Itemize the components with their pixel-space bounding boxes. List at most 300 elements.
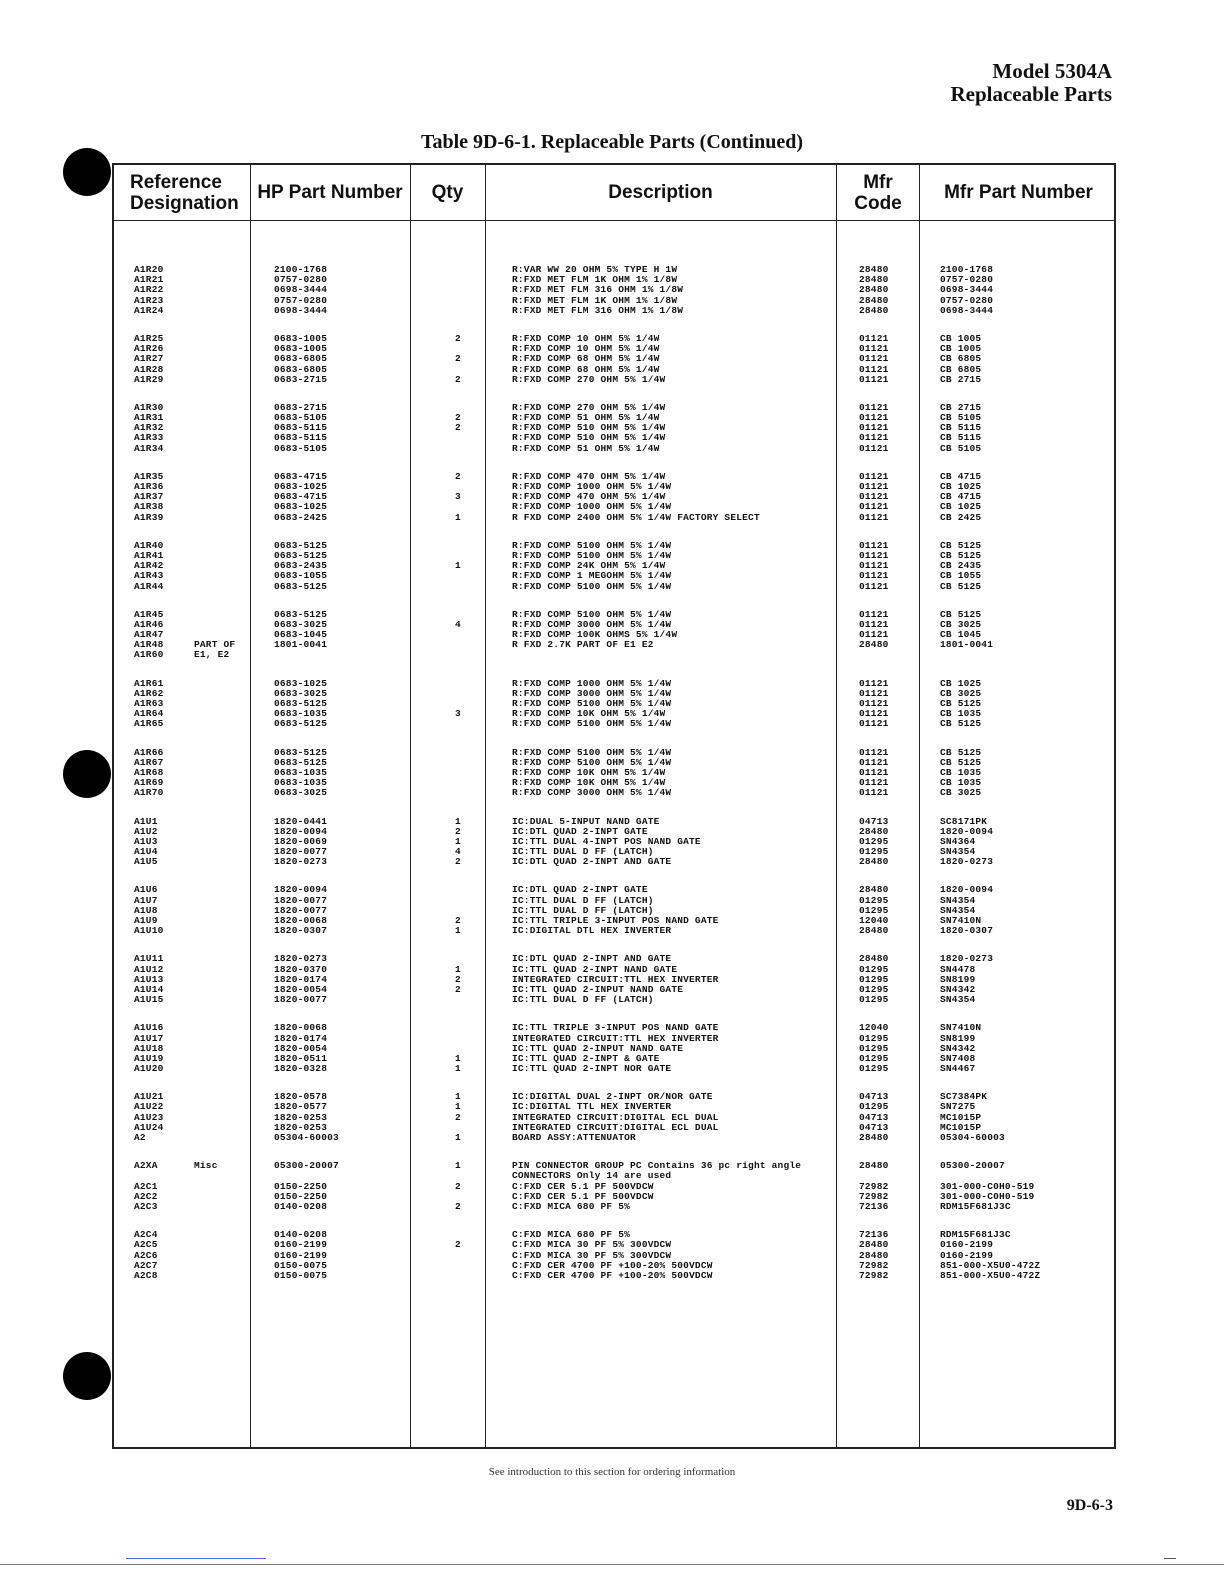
mfr-code-cell: 01121 [859,560,889,572]
qty-cell: 1 [455,511,461,523]
hp-part-cell: 0698-3444 [274,284,328,296]
description-cell: R:FXD COMP 10K OHM 5% 1/4W [512,777,666,789]
description-cell: IC:DUAL 5-INPUT NAND GATE [512,815,660,827]
hp-part-cell: 0140-0208 [274,1200,328,1212]
mfr-code-cell: 28480 [859,639,889,651]
description-cell: R:VAR WW 20 OHM 5% TYPE H 1W [512,264,678,275]
qty-cell: 1 [455,1132,461,1143]
hp-part-cell: 1801-0041 [274,639,328,651]
hp-part-cell: 1820-0054 [274,983,328,995]
qty-cell: 4 [455,618,461,630]
hp-part-cell: 0683-1035 [274,777,328,789]
mfr-code-cell: 28480 [859,1132,889,1143]
table-row [114,582,1114,592]
mfr-code-cell: 28480 [859,304,889,316]
ref-cell: A1U1 [134,815,158,827]
description-cell: R FXD COMP 2400 OHM 5% 1/4W FACTORY SELECT [512,511,760,523]
description-cell: CONNECTORS Only 14 are used [512,1170,672,1182]
description-cell: C:FXD CER 5.1 PF 500VDCW [512,1180,654,1192]
mfr-part-cell: CB 1035 [940,777,982,789]
qty-cell: 2 [455,915,461,926]
header-qty: Qty [431,182,464,203]
hp-part-cell: 0683-2715 [274,373,328,385]
description-cell: R:FXD COMP 5100 OHM 5% 1/4W [512,756,672,768]
description-cell: C:FXD MICA 30 PF 5% 300VDCW [512,1239,672,1251]
mfr-code-cell: 72136 [859,1200,889,1212]
ref-cell: A1R39 [134,511,164,523]
ref-cell: A1U19 [134,1052,164,1064]
mfr-code-cell: 01121 [859,491,889,503]
mfr-part-cell: CB 5125 [940,539,982,551]
parts-table [112,163,1116,1449]
mfr-part-cell: SN7275 [940,1101,976,1113]
section-title: Replaceable Parts [950,82,1112,106]
qty-cell: 2 [455,1239,461,1251]
ref-cell: A1R33 [134,432,164,444]
description-cell: IC:TTL QUAD 2-INPUT NAND GATE [512,983,684,995]
ref-cell: A1R29 [134,373,164,385]
mfr-code-cell: 01121 [859,570,889,582]
page-number: 9D-6-3 [1066,1497,1113,1514]
ref-cell: A2 [134,1132,146,1143]
mfr-code-cell: 72982 [859,1180,889,1192]
mfr-part-cell: 301-000-C0H0-519 [940,1190,1035,1202]
description-cell: R:FXD COMP 68 OHM 5% 1/4W [512,353,660,365]
description-cell: BOARD ASSY:ATTENUATOR [512,1132,636,1143]
mfr-part-cell: CB 3025 [940,618,982,630]
qty-cell: 2 [455,422,461,434]
mfr-code-cell: 01295 [859,1032,889,1044]
ref-cell: A1R35 [134,470,164,482]
hp-part-cell: 1820-0068 [274,915,328,926]
table-row [114,444,1114,454]
row-group [114,885,1114,936]
hp-part-cell: 1820-0077 [274,894,328,906]
description-cell: IC:DTL QUAD 2-INPT AND GATE [512,856,672,868]
mfr-code-cell: 72136 [859,1229,889,1241]
mfr-part-cell: CB 5115 [940,432,982,444]
mfr-part-cell: SN4342 [940,983,976,995]
ref-cell: A1R31 [134,412,164,424]
mfr-code-cell: 28480 [859,1249,889,1261]
qty-cell: 2 [455,373,461,385]
description-cell: R:FXD COMP 510 OHM 5% 1/4W [512,422,666,434]
ref-cell: A1R20 [134,264,164,275]
mfr-code-cell: 28480 [859,884,889,896]
mfr-part-cell: CB 3025 [940,687,982,699]
qty-cell: 2 [455,353,461,365]
mfr-part-cell: CB 5125 [940,698,982,709]
ref-cell: A1U11 [134,953,164,965]
mfr-code-cell: 01295 [859,1063,889,1075]
row-group [114,472,1114,523]
ref-note-cell: PART OF [194,639,236,651]
hp-part-cell: 0683-5105 [274,412,328,424]
description-cell: R:FXD COMP 270 OHM 5% 1/4W [512,401,666,413]
mfr-code-cell: 12040 [859,915,889,926]
mfr-part-cell: SN4478 [940,963,976,975]
mfr-code-cell: 01295 [859,983,889,995]
ref-cell: A1R62 [134,687,164,699]
ref-cell: A1R46 [134,618,164,630]
bottom-dash [1164,1558,1176,1559]
row-group [114,817,1114,868]
mfr-code-cell: 28480 [859,284,889,296]
table-row [114,857,1114,867]
mfr-part-cell: SN4342 [940,1042,976,1054]
mfr-code-cell: 01121 [859,422,889,434]
description-cell: R:FXD MET FLM 316 OHM 1% 1/8W [512,284,684,296]
row-group [114,679,1114,730]
hp-part-cell: 0150-2250 [274,1190,328,1202]
mfr-code-cell: 01121 [859,708,889,720]
mfr-part-cell: CB 1025 [940,501,982,513]
hp-part-cell: 1820-0174 [274,1032,328,1044]
table-row [114,375,1114,385]
mfr-code-cell: 04713 [859,1121,889,1133]
ref-cell: A1R36 [134,481,164,492]
description-cell: R:FXD COMP 470 OHM 5% 1/4W [512,491,666,503]
description-cell: IC:TTL DUAL 4-INPT POS NAND GATE [512,835,701,847]
table-row [114,719,1114,729]
hp-part-cell: 0683-5125 [274,698,328,709]
mfr-part-cell: CB 1035 [940,766,982,778]
header-hp-part-number: HP Part Number [257,182,403,203]
mfr-part-cell: CB 2715 [940,401,982,413]
table-row [114,926,1114,936]
mfr-part-cell: CB 1025 [940,481,982,492]
mfr-part-cell: SN8199 [940,973,976,985]
mfr-part-cell: 1820-0094 [940,884,994,896]
ref-cell: A2C2 [134,1190,158,1202]
qty-cell: 3 [455,708,461,720]
hp-part-cell: 1820-0511 [274,1052,328,1064]
mfr-code-cell: 01121 [859,353,889,365]
mfr-code-cell: 01121 [859,332,889,344]
description-cell: R:FXD COMP 24K OHM 5% 1/4W [512,560,666,572]
ref-cell: A1U20 [134,1063,164,1075]
description-cell: IC:DIGITAL TTL HEX INVERTER [512,1101,672,1113]
hp-part-cell: 0683-5125 [274,756,328,768]
ref-cell: A1R66 [134,746,164,758]
mfr-code-cell: 01121 [859,412,889,424]
ref-cell: A1U15 [134,994,164,1006]
mfr-code-cell: 01121 [859,787,889,799]
mfr-part-cell: SN4354 [940,904,976,916]
description-cell: INTEGRATED CIRCUIT:TTL HEX INVERTER [512,973,719,985]
qty-cell: 2 [455,973,461,985]
hp-part-cell: 0150-0075 [274,1259,328,1271]
ref-cell: A1U10 [134,925,164,937]
qty-cell: 1 [455,1160,461,1172]
mfr-code-cell: 01121 [859,432,889,444]
mfr-part-cell: CB 5125 [940,580,982,592]
ref-cell: A1U23 [134,1111,164,1123]
qty-cell: 1 [455,925,461,937]
mfr-part-cell: 1820-0273 [940,953,994,965]
description-cell: R:FXD COMP 5100 OHM 5% 1/4W [512,580,672,592]
description-cell: R:FXD COMP 5100 OHM 5% 1/4W [512,539,672,551]
table-row [114,640,1114,650]
ref-note-cell: Misc [194,1160,218,1172]
hp-part-cell: 0683-5125 [274,539,328,551]
ref-cell: A1R67 [134,756,164,768]
description-cell: R:FXD COMP 10 OHM 5% 1/4W [512,343,660,355]
mfr-part-cell: 1820-0307 [940,925,994,937]
mfr-part-cell: CB 5125 [940,746,982,758]
mfr-code-cell: 01121 [859,698,889,709]
mfr-code-cell: 01121 [859,618,889,630]
mfr-part-cell: CB 2715 [940,373,982,385]
mfr-code-cell: 01121 [859,363,889,375]
mfr-code-cell: 28480 [859,1160,889,1172]
description-cell: R:FXD COMP 270 OHM 5% 1/4W [512,373,666,385]
qty-cell: 2 [455,856,461,868]
mfr-part-cell: 1820-0094 [940,825,994,837]
hp-part-cell: 0150-0075 [274,1269,328,1281]
ref-cell: A1R34 [134,442,164,454]
mfr-code-cell: 01121 [859,629,889,641]
row-group [114,1092,1114,1143]
mfr-code-cell: 01295 [859,846,889,858]
mfr-part-cell: CB 6805 [940,353,982,365]
hp-part-cell: 1820-0077 [274,846,328,858]
mfr-part-cell: CB 5105 [940,412,982,424]
mfr-part-cell: SN4467 [940,1063,976,1075]
mfr-code-cell: 01121 [859,401,889,413]
description-cell: R FXD 2.7K PART OF E1 E2 [512,639,654,651]
ref-note-cell: E1, E2 [194,649,230,661]
description-cell: R:FXD MET FLM 316 OHM 1% 1/8W [512,304,684,316]
qty-cell: 2 [455,332,461,344]
hp-part-cell: 1820-0577 [274,1101,328,1113]
description-cell: R:FXD COMP 5100 OHM 5% 1/4W [512,746,672,758]
qty-cell: 3 [455,491,461,503]
description-cell: R:FXD COMP 5100 OHM 5% 1/4W [512,698,672,709]
page-header [950,60,1112,106]
description-cell: R:FXD COMP 5100 OHM 5% 1/4W [512,608,672,620]
ref-cell: A1U14 [134,983,164,995]
mfr-part-cell: SN4354 [940,994,976,1006]
table-row [114,995,1114,1005]
hp-part-cell: 0683-2715 [274,401,328,413]
description-cell: PIN CONNECTOR GROUP PC Contains 36 pc right angle [512,1160,802,1172]
ref-cell: A1R63 [134,698,164,709]
ref-cell: A1R64 [134,708,164,720]
description-cell: IC:DTL QUAD 2-INPT GATE [512,825,648,837]
description-cell: R:FXD COMP 100K OHMS 5% 1/4W [512,629,678,641]
mfr-part-cell: SN7408 [940,1052,976,1064]
ref-cell: A1R40 [134,539,164,551]
ref-cell: A1R61 [134,677,164,689]
description-cell: IC:DIGITAL DTL HEX INVERTER [512,925,672,937]
mfr-code-cell: 01121 [859,343,889,355]
description-cell: R:FXD COMP 51 OHM 5% 1/4W [512,412,660,424]
hp-part-cell: 0683-3025 [274,618,328,630]
hp-part-cell: 0683-1055 [274,570,328,582]
qty-cell: 2 [455,825,461,837]
qty-cell: 2 [455,1111,461,1123]
mfr-part-cell: SC8171PK [940,815,988,827]
header-reference-designation: Reference Designation [130,171,239,214]
qty-cell: 2 [455,470,461,482]
table-row [114,788,1114,798]
mfr-part-cell: CB 5115 [940,422,982,434]
hp-part-cell: 1820-0273 [274,953,328,965]
ref-cell: A1R69 [134,777,164,789]
hp-part-cell: 0683-1025 [274,501,328,513]
ref-cell: A1R27 [134,353,164,365]
description-cell: IC:TTL TRIPLE 3-INPUT POS NAND GATE [512,915,719,926]
model-title: Model 5304A [992,59,1112,83]
ref-cell: A1U22 [134,1101,164,1113]
row-group [114,403,1114,454]
ref-cell: A1R68 [134,766,164,778]
table-row [114,513,1114,523]
ref-cell: A2C7 [134,1259,158,1271]
ref-cell: A1R25 [134,332,164,344]
table-title: Table 9D-6-1. Replaceable Parts (Continued) [420,131,804,153]
hp-part-cell: 0683-3025 [274,787,328,799]
table-row [114,650,1114,660]
mfr-code-cell: 28480 [859,825,889,837]
description-cell: R:FXD COMP 5100 OHM 5% 1/4W [512,549,672,561]
mfr-code-cell: 01121 [859,746,889,758]
ref-cell: A1U17 [134,1032,164,1044]
description-cell: R:FXD MET FLM 1K OHM 1% 1/8W [512,274,678,286]
mfr-code-cell: 28480 [859,274,889,286]
mfr-code-cell: 01121 [859,608,889,620]
mfr-part-cell: SN7410N [940,1022,982,1034]
mfr-part-cell: CB 1055 [940,570,982,582]
mfr-code-cell: 72982 [859,1190,889,1202]
bottom-rule [0,1564,1224,1565]
hp-part-cell: 0150-2250 [274,1180,328,1192]
table-row [114,354,1114,364]
hp-part-cell: 0683-6805 [274,363,328,375]
ref-cell: A1U12 [134,963,164,975]
mfr-part-cell: 2100-1768 [940,264,994,275]
description-cell: R:FXD COMP 3000 OHM 5% 1/4W [512,787,672,799]
description-cell: C:FXD MICA 680 PF 5% [512,1229,631,1241]
table-row [114,1023,1114,1033]
ref-cell: A1R65 [134,718,164,730]
header-description: Description [608,182,713,203]
hp-part-cell: 0683-4715 [274,470,328,482]
mfr-part-cell: 1820-0273 [940,856,994,868]
mfr-code-cell: 01295 [859,835,889,847]
ref-cell: A1R28 [134,363,164,375]
mfr-code-cell: 01121 [859,687,889,699]
ref-cell: A1U3 [134,835,158,847]
hp-part-cell: 0683-5105 [274,442,328,454]
ref-cell: A1R45 [134,608,164,620]
mfr-code-cell: 01295 [859,1101,889,1113]
ref-cell: A2C5 [134,1239,158,1251]
hp-part-cell: 1820-0077 [274,904,328,916]
description-cell: IC:TTL DUAL D FF (LATCH) [512,904,654,916]
mfr-code-cell: 01295 [859,973,889,985]
mfr-part-cell: SN4364 [940,835,976,847]
mfr-code-cell: 01121 [859,511,889,523]
hp-part-cell: 1820-0054 [274,1042,328,1054]
hp-part-cell: 1820-0307 [274,925,328,937]
table-row [114,306,1114,316]
hp-part-cell: 0160-2199 [274,1249,328,1261]
hp-part-cell: 0683-5125 [274,608,328,620]
hp-part-cell: 0160-2199 [274,1239,328,1251]
ref-cell: A2C1 [134,1180,158,1192]
ref-cell: A2C4 [134,1229,158,1241]
ref-cell: A1R48 [134,639,164,651]
mfr-part-cell: 0698-3444 [940,304,994,316]
hp-part-cell: 0683-1035 [274,708,328,720]
qty-cell: 1 [455,1052,461,1064]
mfr-code-cell: 28480 [859,856,889,868]
mfr-part-cell: CB 1035 [940,708,982,720]
qty-cell: 1 [455,835,461,847]
description-cell: IC:TTL QUAD 2-INPT NOR GATE [512,1063,672,1075]
description-cell: IC:TTL DUAL D FF (LATCH) [512,894,654,906]
table-row [114,1064,1114,1074]
mfr-code-cell: 28480 [859,925,889,937]
description-cell: INTEGRATED CIRCUIT:DIGITAL ECL DUAL [512,1121,719,1133]
mfr-code-cell: 01121 [859,470,889,482]
row-group [114,334,1114,385]
mfr-part-cell: CB 1005 [940,332,982,344]
header-rule [114,220,1114,221]
description-cell: R:FXD COMP 470 OHM 5% 1/4W [512,470,666,482]
hp-part-cell: 0683-4715 [274,491,328,503]
ref-cell: A1R70 [134,787,164,799]
mfr-code-cell: 72982 [859,1259,889,1271]
table-row [114,1202,1114,1212]
mfr-part-cell: 05300-20007 [940,1160,1005,1172]
hp-part-cell: 0757-0280 [274,294,328,306]
mfr-part-cell: 301-000-C0H0-519 [940,1180,1035,1192]
hp-part-cell: 1820-0441 [274,815,328,827]
description-cell: IC:DTL QUAD 2-INPT GATE [512,884,648,896]
mfr-part-cell: RDM15F681J3C [940,1200,1011,1212]
qty-cell: 4 [455,846,461,858]
hp-part-cell: 0683-6805 [274,353,328,365]
table-row [114,1240,1114,1250]
hp-part-cell: 0683-3025 [274,687,328,699]
hp-part-cell: 1820-0068 [274,1022,328,1034]
qty-cell: 1 [455,1101,461,1113]
description-cell: R:FXD COMP 51 OHM 5% 1/4W [512,442,660,454]
qty-cell: 2 [455,1180,461,1192]
mfr-part-cell: SC7384PK [940,1091,988,1103]
hp-part-cell: 0683-5125 [274,746,328,758]
description-cell: R:FXD COMP 10 OHM 5% 1/4W [512,332,660,344]
mfr-code-cell: 01295 [859,994,889,1006]
description-cell: IC:TTL DUAL D FF (LATCH) [512,994,654,1006]
mfr-part-cell: MC1015P [940,1121,982,1133]
hp-part-cell: 2100-1768 [274,264,328,275]
ref-cell: A1U4 [134,846,158,858]
description-cell: IC:TTL QUAD 2-INPUT NAND GATE [512,1042,684,1054]
ref-cell: A1U21 [134,1091,164,1103]
ref-cell: A2C6 [134,1249,158,1261]
qty-cell: 1 [455,560,461,572]
hp-part-cell: 0683-2425 [274,511,328,523]
mfr-part-cell: CB 2435 [940,560,982,572]
description-cell: IC:TTL TRIPLE 3-INPUT POS NAND GATE [512,1022,719,1034]
ref-cell: A1R47 [134,629,164,641]
hp-part-cell: 1820-0069 [274,835,328,847]
ref-cell: A1R42 [134,560,164,572]
